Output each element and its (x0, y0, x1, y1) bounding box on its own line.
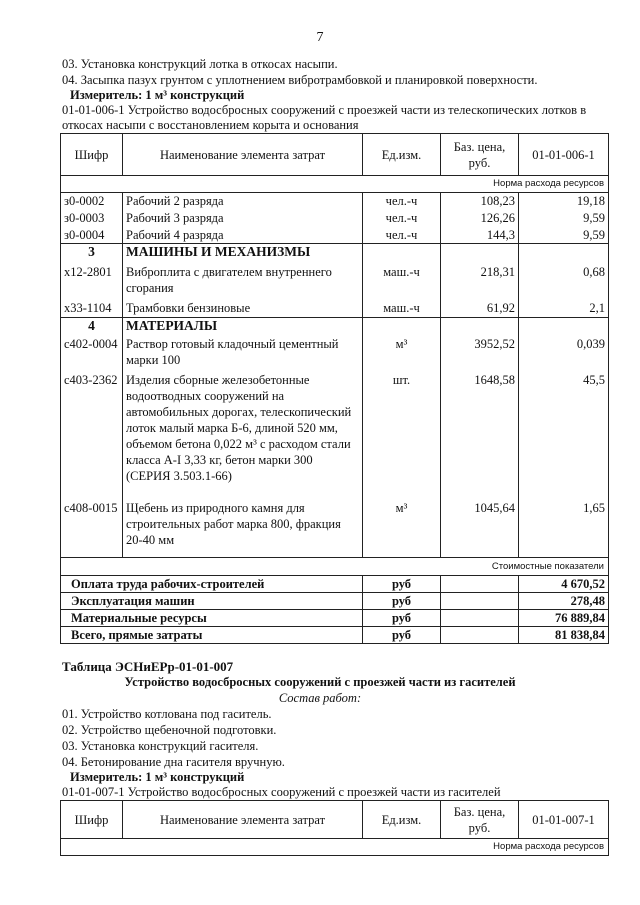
worker-price: 144,3 (441, 227, 519, 244)
section-number: 3 (61, 244, 123, 264)
worker-code: з0-0004 (61, 227, 123, 244)
worker-unit: чел.-ч (363, 210, 441, 227)
summary-unit: руб (363, 576, 441, 593)
header-name: Наименование элемента затрат (123, 801, 363, 839)
page-number: 7 (316, 30, 324, 45)
work-step: 02. Устройство щебеночной подготовки. (62, 723, 277, 737)
machine-name: Трамбовки бензиновые (123, 300, 363, 318)
work-step: 01. Устройство котлована под гаситель. (62, 707, 272, 721)
material-name: Щебень из природного камня для строительных работ марка 800, фракция 20-40 мм (123, 500, 363, 558)
worker-name: Рабочий 2 разряда (123, 193, 363, 210)
machine-price: 61,92 (441, 300, 519, 318)
worker-unit: чел.-ч (363, 193, 441, 210)
worker-value: 9,59 (519, 210, 609, 227)
resource-table (60, 133, 609, 644)
header-price: Баз. цена, руб. (441, 134, 519, 176)
worker-code: з0-0003 (61, 210, 123, 227)
material-code: с403-2362 (61, 372, 123, 500)
worker-unit: чел.-ч (363, 227, 441, 244)
header-name: Наименование элемента затрат (123, 134, 363, 176)
machine-code: х12-2801 (61, 264, 123, 300)
worker-value: 19,18 (519, 193, 609, 210)
summary-value: 278,48 (519, 593, 609, 610)
summary-label: Всего, прямые затраты (61, 627, 363, 644)
material-value: 1,65 (519, 500, 609, 558)
header-unit: Ед.изм. (363, 134, 441, 176)
machine-name: Виброплита с двигателем внутреннего сгорания (123, 264, 363, 300)
table-2-subtitle: Устройство водосбросных сооружений с проезжей части из гасителей (124, 675, 516, 689)
summary-label: Материальные ресурсы (61, 610, 363, 627)
summary-value: 76 889,84 (519, 610, 609, 627)
section-title: МАТЕРИАЛЫ (123, 318, 363, 336)
summary-unit: руб (363, 593, 441, 610)
material-unit: м³ (363, 336, 441, 372)
machine-value: 0,68 (519, 264, 609, 300)
material-unit: шт. (363, 372, 441, 500)
resource-table-2 (60, 800, 609, 856)
header-unit: Ед.изм. (363, 801, 441, 839)
material-code: с402-0004 (61, 336, 123, 372)
section-number: 4 (61, 318, 123, 336)
material-unit: м³ (363, 500, 441, 558)
worker-price: 108,23 (441, 193, 519, 210)
worker-name: Рабочий 4 разряда (123, 227, 363, 244)
worker-code: з0-0002 (61, 193, 123, 210)
material-price: 1045,64 (441, 500, 519, 558)
code-description-2: 01-01-007-1 Устройство водосбросных сооружений с проезжей части из гасителей (62, 785, 501, 799)
machine-unit: маш.-ч (363, 300, 441, 318)
header-price: Баз. цена, руб. (441, 801, 519, 839)
table-2-title: Таблица ЭСНиЕРр-01-01-007 (62, 659, 234, 674)
material-code: с408-0015 (61, 500, 123, 558)
code-description: 01-01-006-1 Устройство водосбросных сооружений с проезжей части из телескопических лотков в откосах насыпи с восстановлением корыта и основания (62, 103, 587, 132)
material-name: Раствор готовый кладочный цементный марки 100 (123, 336, 363, 372)
material-value: 45,5 (519, 372, 609, 500)
summary-value: 4 670,52 (519, 576, 609, 593)
material-price: 1648,58 (441, 372, 519, 500)
header-norm-code: 01-01-007-1 (519, 801, 609, 839)
machine-value: 2,1 (519, 300, 609, 318)
summary-unit: руб (363, 627, 441, 644)
norm-note: Норма расхода ресурсов (61, 176, 609, 193)
header-code: Шифр (61, 801, 123, 839)
worker-name: Рабочий 3 разряда (123, 210, 363, 227)
measure-heading-2: Измеритель: 1 м³ конструкций (70, 770, 245, 784)
intro-line-03: 03. Установка конструкций лотка в откосах насыпи. (62, 57, 338, 71)
material-value: 0,039 (519, 336, 609, 372)
summary-unit: руб (363, 610, 441, 627)
composition-title: Состав работ: (278, 691, 362, 705)
machine-unit: маш.-ч (363, 264, 441, 300)
section-title: МАШИНЫ И МЕХАНИЗМЫ (123, 244, 363, 264)
material-price: 3952,52 (441, 336, 519, 372)
cost-note: Стоимостные показатели (61, 558, 609, 576)
worker-value: 9,59 (519, 227, 609, 244)
summary-label: Эксплуатация машин (61, 593, 363, 610)
summary-value: 81 838,84 (519, 627, 609, 644)
header-norm-code: 01-01-006-1 (519, 134, 609, 176)
norm-note: Норма расхода ресурсов (61, 839, 609, 856)
work-step: 04. Бетонирование дна гасителя вручную. (62, 755, 285, 769)
machine-price: 218,31 (441, 264, 519, 300)
work-step: 03. Установка конструкций гасителя. (62, 739, 259, 753)
measure-heading: Измеритель: 1 м³ конструкций (70, 88, 245, 102)
intro-line-04: 04. Засыпка пазух грунтом с уплотнением вибротрамбовкой и планировкой поверхности. (62, 73, 538, 87)
summary-label: Оплата труда рабочих-строителей (61, 576, 363, 593)
machine-code: х33-1104 (61, 300, 123, 318)
material-name: Изделия сборные железобетонные водоотводных сооружений на автомобильных дорогах, телескопический лоток малый марка Б-6, длиной 520 мм, объемом бетона 0,022 м³ с расходом стали класса А-I 3,33 кг, бетон марки 300 (СЕРИЯ 3.503.1-66) (123, 372, 363, 500)
worker-price: 126,26 (441, 210, 519, 227)
header-code: Шифр (61, 134, 123, 176)
